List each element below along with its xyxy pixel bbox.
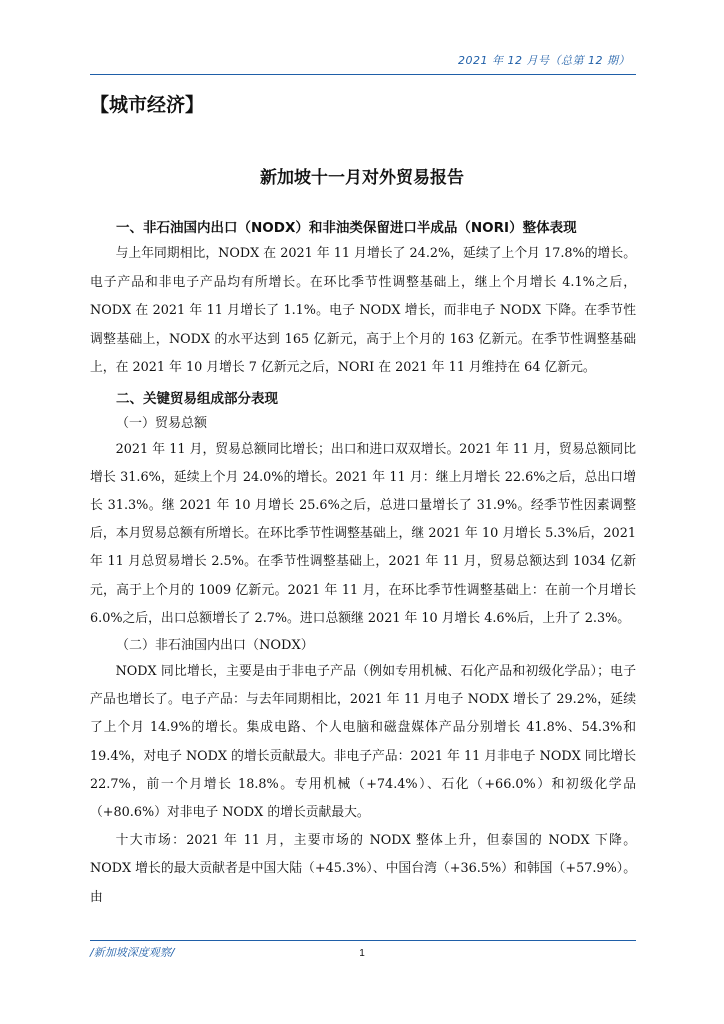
section-tag: 【城市经济】: [90, 94, 205, 116]
paragraph-top-markets: 十大市场：2021 年 11 月，主要市场的 NODX 整体上升，但泰国的 NODX 下降。NODX 增长的最大贡献者是中国大陆（+45.3%）、中国台湾（+36.5%）和韩国（+57.9%）。由: [90, 833, 636, 905]
subheading-nodx: （二）非石油国内出口（NODX）: [116, 637, 314, 653]
issue-label: 2021 年 12 月号（总第 12 期）: [458, 54, 630, 67]
section-heading-1: 一、非石油国内出口（NODX）和非油类保留进口半成品（NORI）整体表现: [116, 220, 577, 236]
section-heading-2: 二、关键贸易组成部分表现: [116, 390, 278, 407]
paragraph-total-trade: 2021 年 11 月，贸易总额同比增长；出口和进口双双增长。2021 年 11 月，贸易总额同比增长 31.6%，延续上个月 24.0%的增长。2021 年 11 月：继上月增长 22.6%之后，总出口增长 31.3%。继 2021 年 10 月增长 25.6%之后，总进口量增长了 31.9%。经季节性因素调整后，本月贸易总额有所增长。在环比季节性调整基础上，继 2021 年 10 月增长 5.3%后，2021 年 11 月总贸易增长 2.5%。在季节性调整基础上，2021 年 11 月，贸易总额达到 1034 亿新元，高于上个月的 1009 亿新元。2021 年 11 月，在环比季节性调整基础上：在前一个月增长 6.0%之后，出口总额增长了 2.7%。进口总额继 2021 年 10 月增长 4.6%后，上升了 2.3%。: [90, 441, 636, 626]
article-body: [90, 212, 636, 912]
subheading-total-trade: （一）贸易总额: [116, 415, 208, 431]
publication-name: /新加坡深度观察/: [90, 946, 175, 959]
page-number: 1: [359, 948, 365, 959]
paragraph-nodx-nori: 与上年同期相比，NODX 在 2021 年 11 月增长了 24.2%，延续了上个月 17.8%的增长。电子产品和非电子产品均有所增长。在环比季节性调整基础上，继上个月增长 4.1%之后，NODX 在 2021 年 11 月增长了 1.1%。电子 NODX 增长，而非电子 NODX 下降。在季节性调整基础上，NODX 的水平达到 165 亿新元，高于上个月的 163 亿新元。在季节性调整基础上，在 2021 年 10 月增长 7 亿新元之后，NORI 在 2021 年 11 月维持在 64 亿新元。: [90, 246, 636, 375]
page-title: 新加坡十一月对外贸易报告: [260, 168, 464, 188]
footer-divider: [90, 940, 636, 941]
paragraph-nodx: NODX 同比增长，主要是由于非电子产品（例如专用机械、石化产品和初级化学品）；电子产品也增长了。电子产品：与去年同期相比，2021 年 11 月电子 NODX 增长了 29.2%，延续了上个月 14.9%的增长。集成电路、个人电脑和磁盘媒体产品分别增长 41.8%、54.3%和 19.4%，对电子 NODX 的增长贡献最大。非电子产品：2021 年 11 月非电子 NODX 同比增长 22.7%，前一个月增长 18.8%。专用机械（+74.4%）、石化（+66.0%）和初级化学品（+80.6%）对非电子 NODX 的增长贡献最大。: [90, 663, 636, 820]
header-divider: [90, 74, 636, 75]
